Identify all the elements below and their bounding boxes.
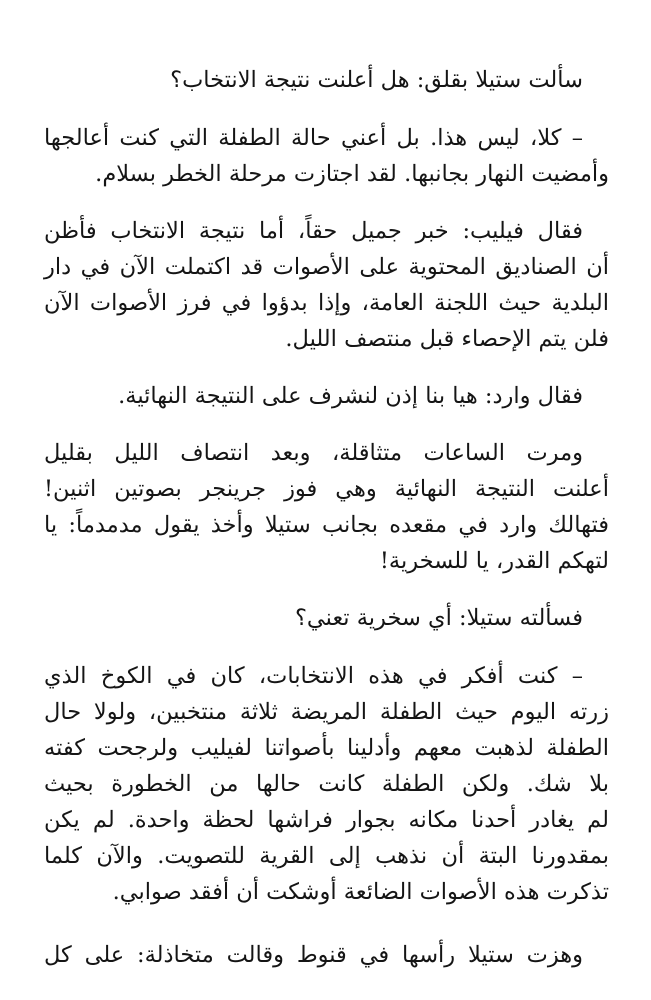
paragraph-stella-question — [44, 62, 609, 98]
text-line: فقال وارد: هيا بنا إذن لنشرف على النتيجة النهائية. — [118, 383, 583, 409]
paragraph-stella-asks-irony — [44, 600, 609, 636]
text-line: أن الصناديق المحتوية على الأصوات قد اكتملت الآن في دار — [44, 254, 609, 280]
text-line: زرته اليوم حيث الطفلة المريضة ثلاثة منتخبين، ولولا حال — [44, 699, 609, 725]
paragraph-hours-passed — [44, 435, 609, 579]
text-line: سألت ستيلا بقلق: هل أعلنت نتيجة الانتخاب؟ — [170, 67, 583, 93]
text-line: وهزت ستيلا رأسها في قنوط وقالت متخاذلة: على كل — [44, 942, 583, 968]
paragraph-stella-shakes-head — [44, 937, 609, 973]
text-line: البلدية حيث اللجنة العامة، وإذا بدؤوا في فرز الأصوات الآن — [44, 290, 609, 316]
text-line: فلن يتم الإحصاء قبل منتصف الليل. — [285, 326, 609, 352]
paragraph-ward-lets-go — [44, 378, 609, 414]
text-line: ومرت الساعات متثاقلة، وبعد انتصاف الليل بقليل — [44, 440, 583, 466]
text-line: لم يغادر أحدنا مكانه بجوار فراشها لحظة واحدة. لم يكن — [44, 807, 609, 833]
text-line: فقال فيليب: خبر جميل حقاً، أما نتيجة الانتخاب فأظن — [44, 218, 583, 244]
text-line: لتهكم القدر، يا للسخرية! — [379, 548, 609, 574]
text-line: بمقدورنا البتة أن نذهب إلى القرية للتصويت. والآن كلما — [44, 843, 609, 869]
text-line: بلا شك. ولكن الطفلة كانت حالها من الخطورة بحيث — [44, 771, 609, 797]
text-line: – كنت أفكر في هذه الانتخابات، كان في الكوخ الذي — [44, 663, 583, 689]
text-line: وأمضيت النهار بجانبها. لقد اجتازت مرحلة الخطر بسلام. — [95, 161, 609, 187]
text-line: – كلا، ليس هذا. بل أعني حالة الطفلة التي كنت أعالجها — [44, 125, 583, 151]
text-line: تذكرت هذه الأصوات الضائعة أوشكت أن أفقد صوابي. — [112, 879, 609, 905]
text-line: أعلنت النتيجة النهائية وهي فوز جرينجر بصوتين اثنين! — [44, 476, 609, 502]
paragraph-philip-election — [44, 213, 609, 357]
text-line: فسألته ستيلا: أي سخرية تعني؟ — [294, 605, 583, 631]
paragraph-lost-votes — [44, 658, 609, 910]
text-line: الطفلة لذهبت معهم وأدلينا بأصواتنا لفيليب ولرجحت كفته — [44, 735, 609, 761]
paragraph-reply-child — [44, 120, 609, 192]
text-line: فتهالك وارد في مقعده بجانب ستيلا وأخذ يقول مدمدماً: يا — [44, 512, 609, 538]
